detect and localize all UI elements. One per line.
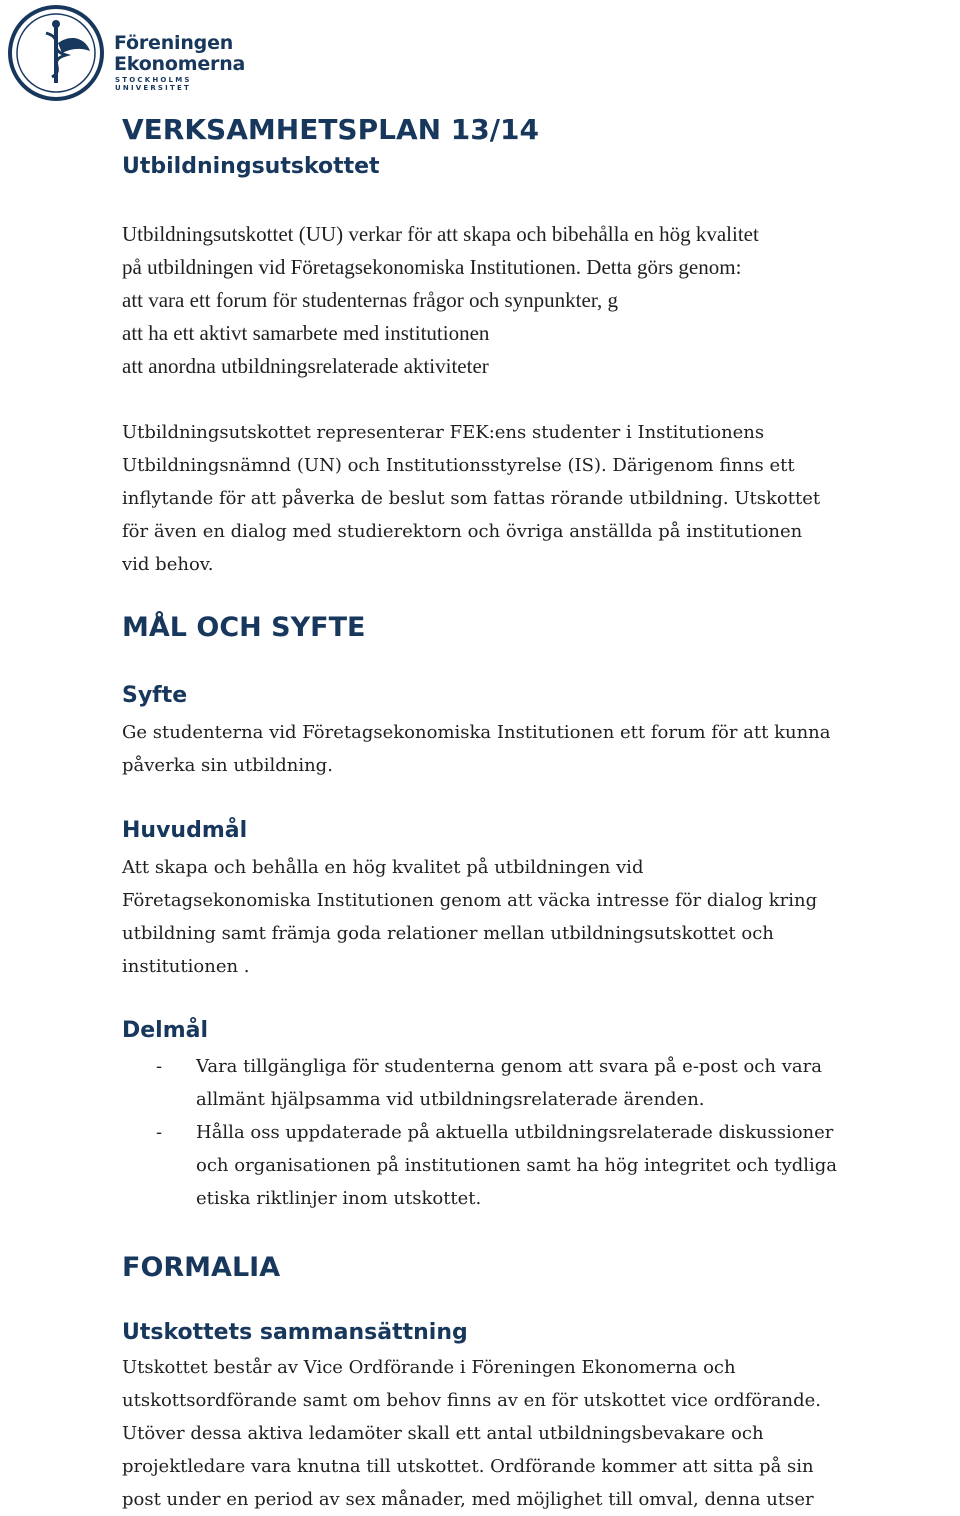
intro-line: att ha ett aktivt samarbete med institutionen [122, 321, 490, 345]
dash-marker: - [156, 1056, 163, 1077]
list-item-line: Hålla oss uppdaterade på aktuella utbildningsrelaterade diskussioner [196, 1122, 834, 1143]
list-item-line: Vara tillgängliga för studenterna genom att svara på e-post och vara [196, 1056, 822, 1077]
logo-name-line2: Ekonomerna [114, 53, 246, 75]
dash-marker: - [156, 1122, 163, 1143]
intro-line: Utbildningsutskottet (UU) verkar för att skapa och bibehålla en hög kvalitet [122, 222, 759, 246]
intro-line: på utbildningen vid Företagsekonomiska Institutionen. Detta görs genom: [122, 255, 742, 279]
delmal-heading: Delmål [122, 1018, 209, 1043]
intro-line: att anordna utbildningsrelaterade aktiviteter [122, 354, 489, 378]
huvudmal-line: Företagsekonomiska Institutionen genom att väcka intresse för dialog kring [122, 890, 818, 911]
representation-line: för även en dialog med studierektorn och övriga anställda på institutionen [122, 521, 803, 542]
representation-paragraph [122, 416, 960, 581]
intro-paragraph [122, 218, 960, 383]
representation-line: vid behov. [122, 554, 214, 575]
sammansattning-line: Utöver dessa aktiva ledamöter skall ett antal utbildningsbevakare och [122, 1423, 764, 1444]
list-item-line: etiska riktlinjer inom utskottet. [196, 1188, 482, 1209]
list-item [122, 1116, 960, 1215]
logo [6, 3, 246, 103]
syfte-paragraph [122, 716, 960, 782]
representation-line: Utbildningsnämnd (UN) och Institutionsstyrelse (IS). Därigenom finns ett [122, 455, 795, 476]
sammansattning-heading: Utskottets sammansättning [122, 1320, 468, 1345]
sammansattning-line: projektledare vara knutna till utskottet. Ordförande kommer att sitta på sin [122, 1456, 814, 1477]
representation-line: Utbildningsutskottet representerar FEK:ens studenter i Institutionens [122, 422, 765, 443]
logo-name [114, 33, 245, 75]
huvudmal-line: Att skapa och behålla en hög kvalitet på utbildningen vid [122, 857, 644, 878]
huvudmal-line: utbildning samt främja goda relationer mellan utbildningsutskottet och [122, 923, 774, 944]
delmal-list [122, 1050, 960, 1215]
sammansattning-paragraph [122, 1351, 960, 1516]
section-heading-formalia: FORMALIA [122, 1252, 281, 1283]
sammansattning-line: Utskottet består av Vice Ordförande i Föreningen Ekonomerna och [122, 1357, 736, 1378]
syfte-line: påverka sin utbildning. [122, 755, 333, 776]
huvudmal-paragraph [122, 851, 960, 983]
huvudmal-heading: Huvudmål [122, 818, 248, 843]
huvudmal-line: institutionen . [122, 956, 250, 977]
intro-line: att vara ett forum för studenternas frågor och synpunkter, g [122, 288, 618, 312]
page-title: VERKSAMHETSPLAN 13/14 [122, 113, 539, 146]
sammansattning-line: post under en period av sex månader, med möjlighet till omval, denna utser [122, 1489, 814, 1510]
syfte-heading: Syfte [122, 683, 188, 708]
logo-subtitle: STOCKHOLMS UNIVERSITET [115, 76, 192, 92]
section-heading-goals: MÅL OCH SYFTE [122, 612, 366, 643]
page-subtitle: Utbildningsutskottet [122, 154, 380, 179]
list-item-line: allmänt hjälpsamma vid utbildningsrelaterade ärenden. [196, 1089, 705, 1110]
logo-emblem-icon [6, 3, 110, 103]
list-item [122, 1050, 960, 1116]
logo-name-line1: Föreningen [114, 32, 234, 54]
representation-line: inflytande för att påverka de beslut som fattas rörande utbildning. Utskottet [122, 488, 821, 509]
list-item-line: och organisationen på institutionen samt ha hög integritet och tydliga [196, 1155, 837, 1176]
syfte-line: Ge studenterna vid Företagsekonomiska Institutionen ett forum för att kunna [122, 722, 831, 743]
sammansattning-line: utskottsordförande samt om behov finns av en för utskottet vice ordförande. [122, 1390, 822, 1411]
